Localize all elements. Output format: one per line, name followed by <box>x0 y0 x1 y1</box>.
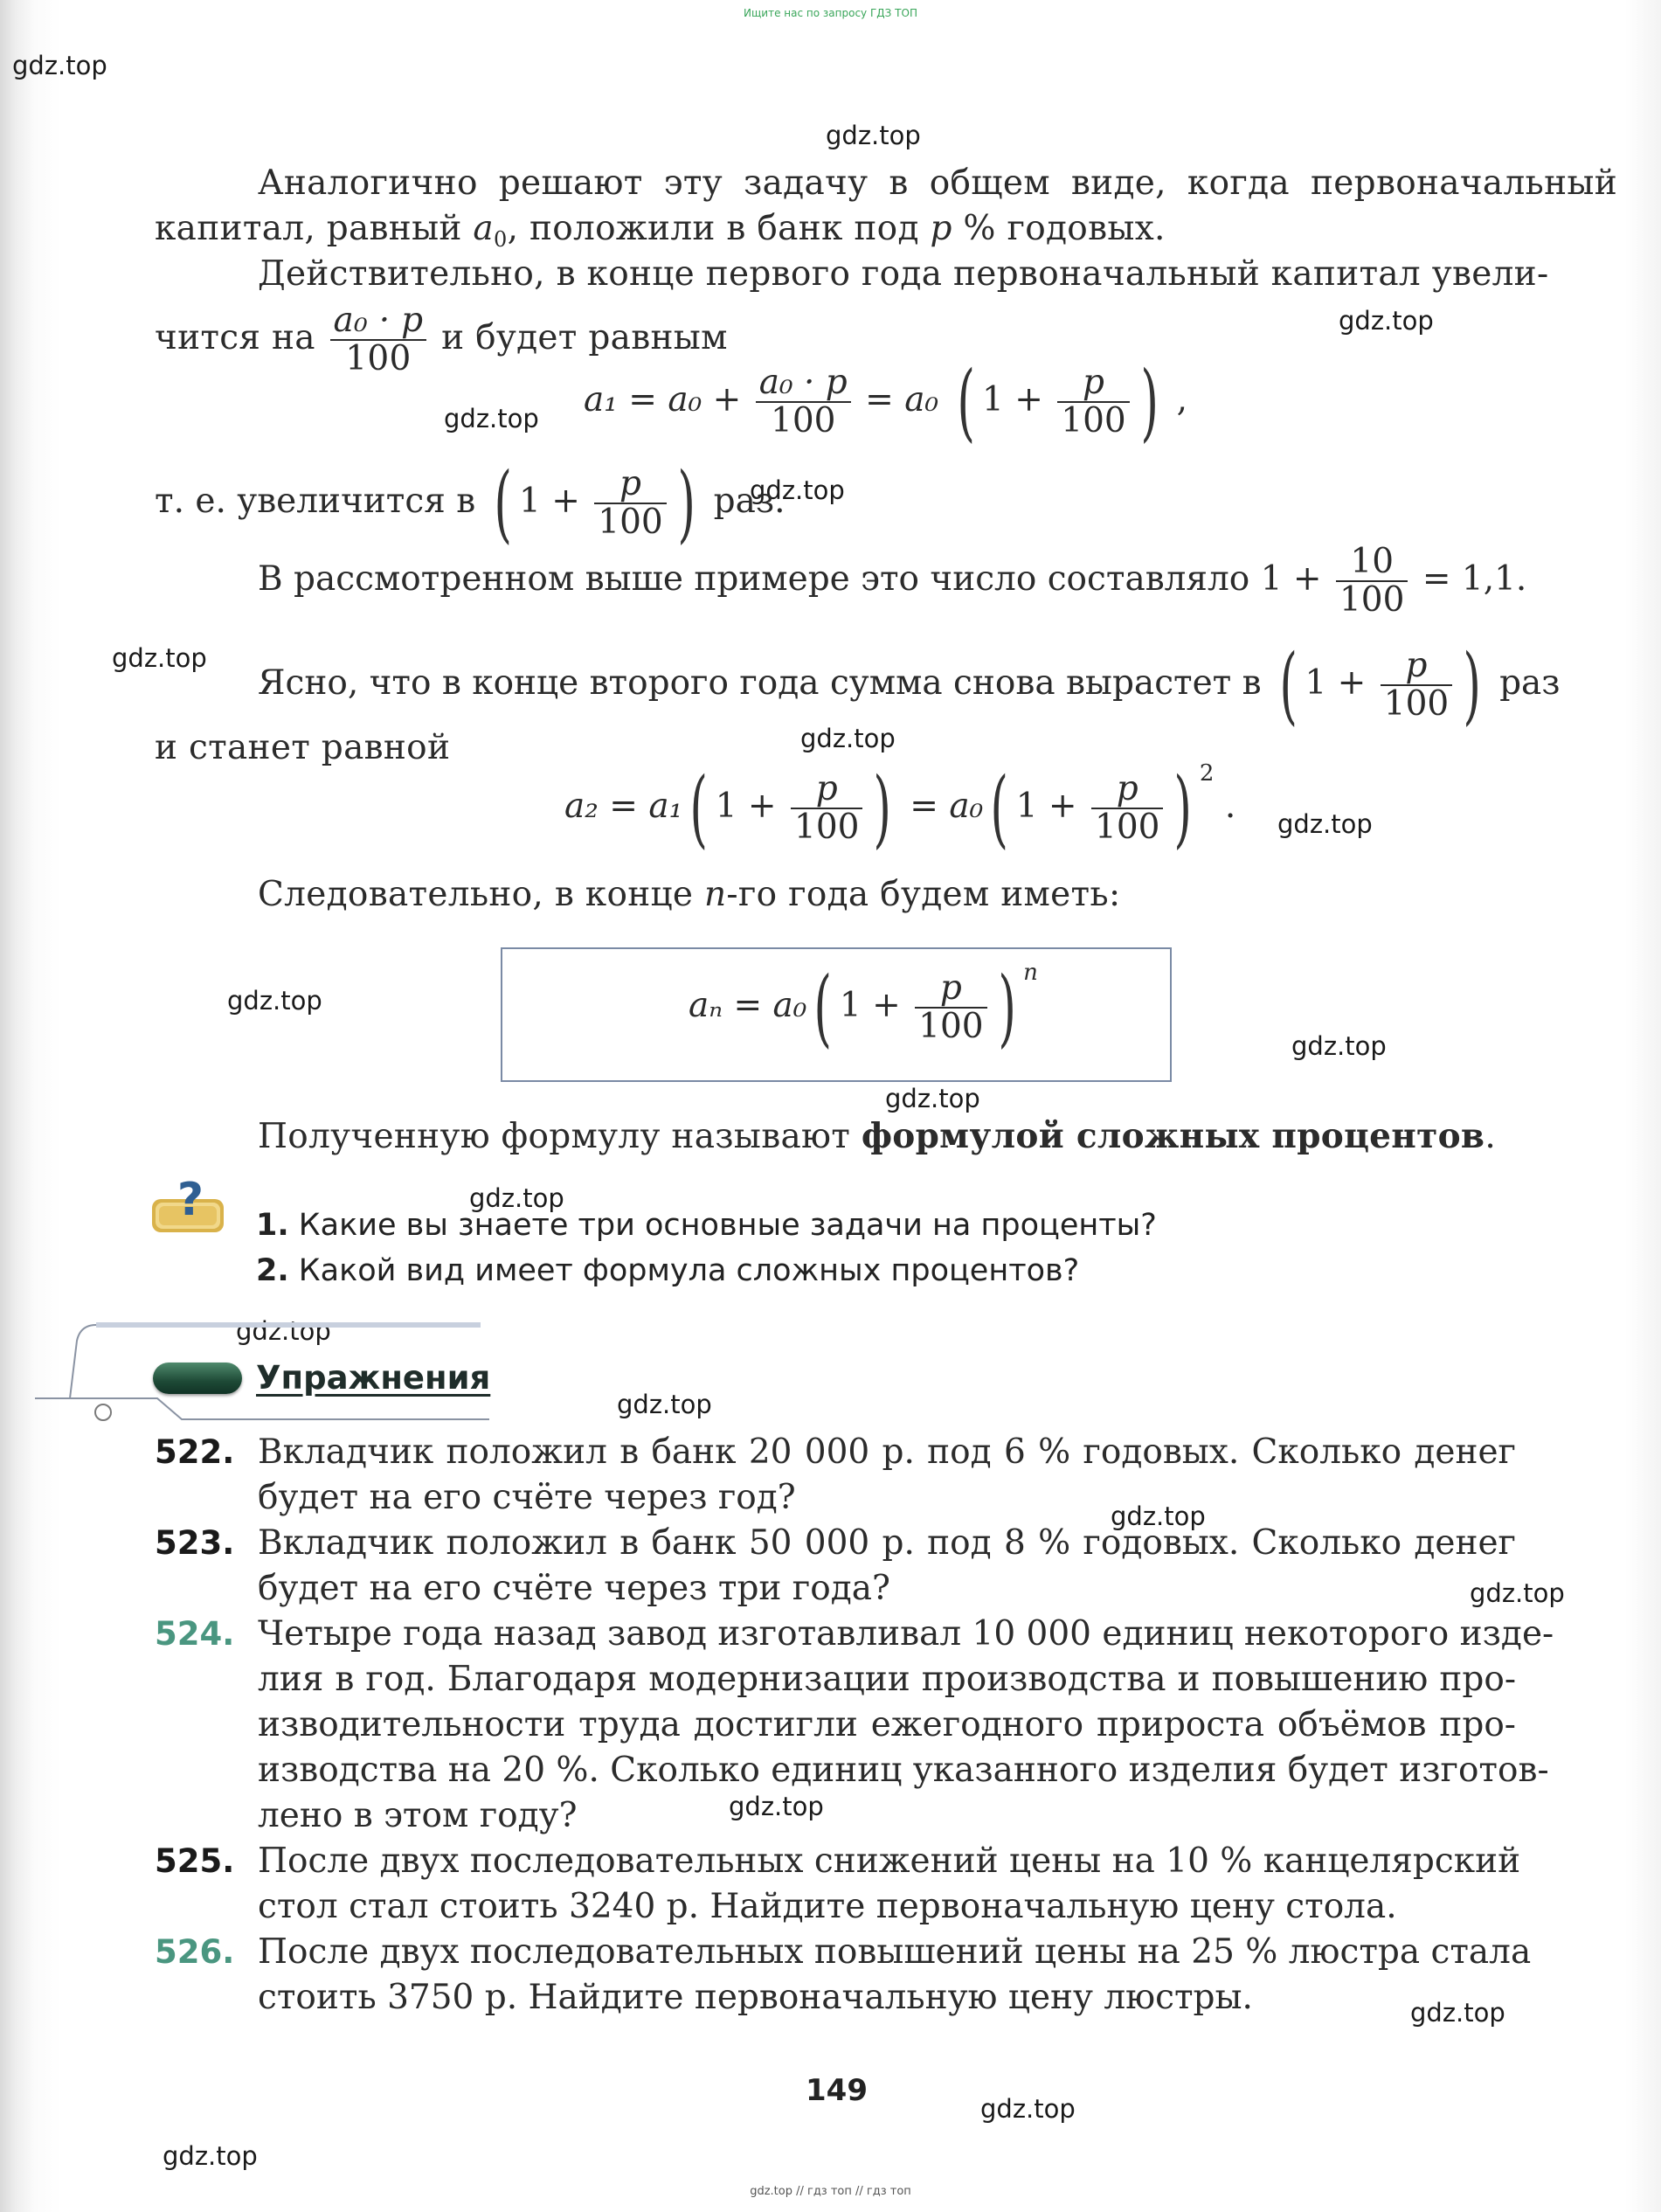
variable-p: p <box>930 209 952 248</box>
exercise-text <box>258 1839 1521 1930</box>
page-number: 149 <box>806 2073 868 2108</box>
question-item <box>256 1208 1157 1243</box>
paragraph-second-year <box>258 636 1561 734</box>
fraction <box>1057 364 1129 440</box>
question-number: 1. <box>256 1208 289 1243</box>
watermark: gdz.top <box>1277 809 1373 839</box>
exercise-number: 525. <box>155 1842 235 1880</box>
text-span: т. е. увеличится в <box>155 482 487 521</box>
watermark: gdz.top <box>112 643 207 673</box>
watermark: gdz.top <box>1339 306 1434 336</box>
text-span: Ясно, что в конце второго года сумма снова вырастет в <box>258 663 1273 703</box>
watermark: gdz.top <box>1470 1578 1565 1608</box>
text-line: Аналогично решают эту задачу в общем виде, когда первоначальный <box>258 163 1617 203</box>
exponent: 2 <box>1199 760 1215 787</box>
fraction-denominator: 100 <box>598 503 663 542</box>
formula-equals: = a₀ <box>898 787 984 826</box>
variable-a: a <box>473 209 494 248</box>
right-paren: ) <box>1173 759 1193 857</box>
formula-equals: = a₀ <box>865 380 939 420</box>
fraction-numerator: p <box>791 771 862 809</box>
exercise-line: лия в год. Благодаря модернизации производства и повышению про- <box>258 1660 1516 1699</box>
fraction-denominator: 100 <box>1339 580 1405 620</box>
watermark: gdz.top <box>826 121 921 150</box>
watermark: gdz.top <box>1111 1501 1206 1531</box>
term-bold: формулой сложных процентов <box>861 1116 1485 1156</box>
left-paren: ( <box>689 759 709 857</box>
paragraph-nth-year <box>258 872 1120 918</box>
text-span: раз <box>1488 663 1561 703</box>
watermark: gdz.top <box>980 2094 1076 2124</box>
watermark: gdz.top <box>236 1316 331 1346</box>
exercise-line: изводительности труда достигли ежегодного прироста объёмов про- <box>258 1705 1516 1744</box>
watermark: gdz.top <box>617 1390 712 1419</box>
formula-first-year <box>584 353 1187 451</box>
fraction-denominator: 100 <box>1061 401 1126 440</box>
left-paren: ( <box>956 353 975 451</box>
right-paren: ) <box>1140 353 1159 451</box>
question-number: 2. <box>256 1253 289 1288</box>
right-paren: ) <box>998 959 1016 1057</box>
exercise-text <box>258 1430 1516 1521</box>
exercise-text <box>258 1612 1554 1839</box>
paragraph-formula-name <box>258 1113 1496 1160</box>
paragraph-example-value <box>258 544 1526 619</box>
fraction-numerator: 10 <box>1336 544 1408 582</box>
exercise-line: После двух последовательных повышений цены на 25 % люстра стала <box>258 1932 1532 1972</box>
text-span: В рассмотренном выше примере это число составляло <box>258 559 1261 599</box>
fraction-numerator: p <box>915 970 986 1009</box>
text-span: , положили в банк под <box>507 209 931 248</box>
paragraph-first-year <box>258 252 1549 297</box>
exercise-line: будет на его счёте через три года? <box>258 1569 890 1608</box>
watermark: gdz.top <box>444 404 539 433</box>
right-paren: ) <box>1463 636 1482 734</box>
watermark: gdz.top <box>12 51 107 80</box>
one-plus: 1 + <box>715 787 787 826</box>
fraction-numerator: p <box>1057 364 1129 403</box>
question-item <box>256 1253 1079 1288</box>
text-span: % годовых. <box>952 209 1166 248</box>
text-span: раз. <box>702 482 786 521</box>
exercise-number: 522. <box>155 1433 235 1471</box>
fraction <box>1381 648 1452 723</box>
fraction <box>594 466 666 541</box>
exercises-title: Упражнения <box>256 1359 491 1397</box>
question-icon <box>150 1180 225 1238</box>
exercise-line: стол стал стоить 3240 р. Найдите первоначальную цену стола. <box>258 1887 1397 1926</box>
one-plus: 1 + <box>1260 559 1332 599</box>
watermark: gdz.top <box>885 1084 980 1113</box>
fraction-numerator: a₀ · p <box>330 302 427 341</box>
variable-n: n <box>704 875 727 914</box>
text-line: Действительно, в конце первого года первоначальный капитал увели- <box>258 254 1549 294</box>
text-span: и будет равным <box>441 318 728 357</box>
text-span: чится на <box>155 318 327 357</box>
fraction <box>915 970 986 1045</box>
fraction <box>1336 544 1408 619</box>
watermark: gdz.top <box>729 1792 824 1821</box>
question-text: Какой вид имеет формула сложных процентов? <box>288 1253 1080 1288</box>
fraction <box>756 364 851 440</box>
exponent: n <box>1023 960 1038 986</box>
one-plus: 1 + <box>1015 787 1089 826</box>
one-plus: 1 + <box>982 380 1055 420</box>
fraction-numerator: p <box>1091 771 1163 809</box>
fraction-numerator: a₀ · p <box>756 364 851 403</box>
left-paren: ( <box>493 454 512 552</box>
right-paren: ) <box>677 454 696 552</box>
text-span: капитал, равный <box>155 209 474 248</box>
formula-lhs: a₂ = a₁ <box>564 787 683 826</box>
fraction-denominator: 100 <box>345 339 412 378</box>
left-paren: ( <box>1279 636 1298 734</box>
exercise-number: 526. <box>155 1933 235 1971</box>
exercise-line: Вкладчик положил в банк 50 000 р. под 8 % годовых. Сколько денег <box>258 1523 1516 1563</box>
exercises-pill-icon <box>153 1363 242 1394</box>
exercise-number: 524. <box>155 1615 235 1653</box>
fraction-numerator: p <box>594 466 666 504</box>
result-value: = 1,1. <box>1411 559 1527 599</box>
formula-tail: , <box>1166 380 1187 420</box>
right-paren: ) <box>873 759 892 857</box>
one-plus: 1 + <box>1305 663 1377 703</box>
watermark: gdz.top <box>227 986 322 1016</box>
fraction-denominator: 100 <box>918 1007 984 1046</box>
exercise-line: После двух последовательных снижений цены на 10 % канцелярский <box>258 1841 1521 1881</box>
one-plus: 1 + <box>839 986 912 1025</box>
exercise-line: Четыре года назад завод изготавливал 10 000 единиц некоторого изде- <box>258 1614 1554 1654</box>
left-paren: ( <box>990 759 1009 857</box>
left-paren: ( <box>813 959 833 1057</box>
formula-compound-interest <box>689 959 1038 1057</box>
watermark: gdz.top <box>469 1183 564 1213</box>
exercise-line: стоить 3750 р. Найдите первоначальную цену люстры. <box>258 1978 1253 2017</box>
exercise-line: будет на его счёте через год? <box>258 1478 796 1517</box>
fraction-denominator: 100 <box>1095 808 1160 847</box>
watermark: gdz.top <box>1410 1998 1505 2028</box>
fraction-numerator: p <box>1381 648 1452 686</box>
text-span: -го года будем иметь: <box>726 875 1121 914</box>
text-span: . <box>1485 1117 1497 1156</box>
subscript: 0 <box>493 227 508 252</box>
paragraph-increase-factor <box>155 454 786 552</box>
top-banner: Ищите нас по запросу ГДЗ ТОП <box>744 7 917 19</box>
formula-lhs: a₁ = a₀ + <box>584 380 752 420</box>
exercise-line: Вкладчик положил в банк 20 000 р. под 6 % годовых. Сколько денег <box>258 1432 1516 1472</box>
fraction-denominator: 100 <box>1383 684 1450 724</box>
fraction-denominator: 100 <box>771 401 836 440</box>
paragraph-second-year-line2: и станет равной <box>155 728 451 767</box>
one-plus: 1 + <box>519 482 592 521</box>
fraction <box>1091 771 1163 846</box>
svg-text:?: ? <box>176 1180 204 1226</box>
question-text: Какие вы знаете три основные задачи на проценты? <box>288 1208 1157 1243</box>
text-span: Полученную формулу называют <box>258 1117 862 1156</box>
exercise-text <box>258 1521 1516 1612</box>
exercise-line: изводства на 20 %. Сколько единиц указанного изделия будет изготов- <box>258 1751 1549 1790</box>
fraction <box>330 302 427 378</box>
formula-lhs: aₙ = a₀ <box>689 986 807 1025</box>
bottom-banner: gdz.top // гдз топ // гдз топ <box>750 2185 911 2198</box>
formula-second-year <box>564 759 1236 857</box>
watermark: gdz.top <box>163 2141 258 2171</box>
formula-tail: . <box>1214 787 1236 826</box>
paragraph-general-case <box>258 161 1617 206</box>
text-span: Следовательно, в конце <box>258 875 704 914</box>
fraction-denominator: 100 <box>794 808 860 847</box>
fraction <box>791 771 862 846</box>
exercise-text <box>258 1930 1532 2021</box>
exercise-line: лено в этом году? <box>258 1796 578 1835</box>
watermark: gdz.top <box>750 475 845 505</box>
watermark: gdz.top <box>1291 1031 1387 1061</box>
watermark: gdz.top <box>800 724 896 753</box>
exercise-number: 523. <box>155 1524 235 1562</box>
